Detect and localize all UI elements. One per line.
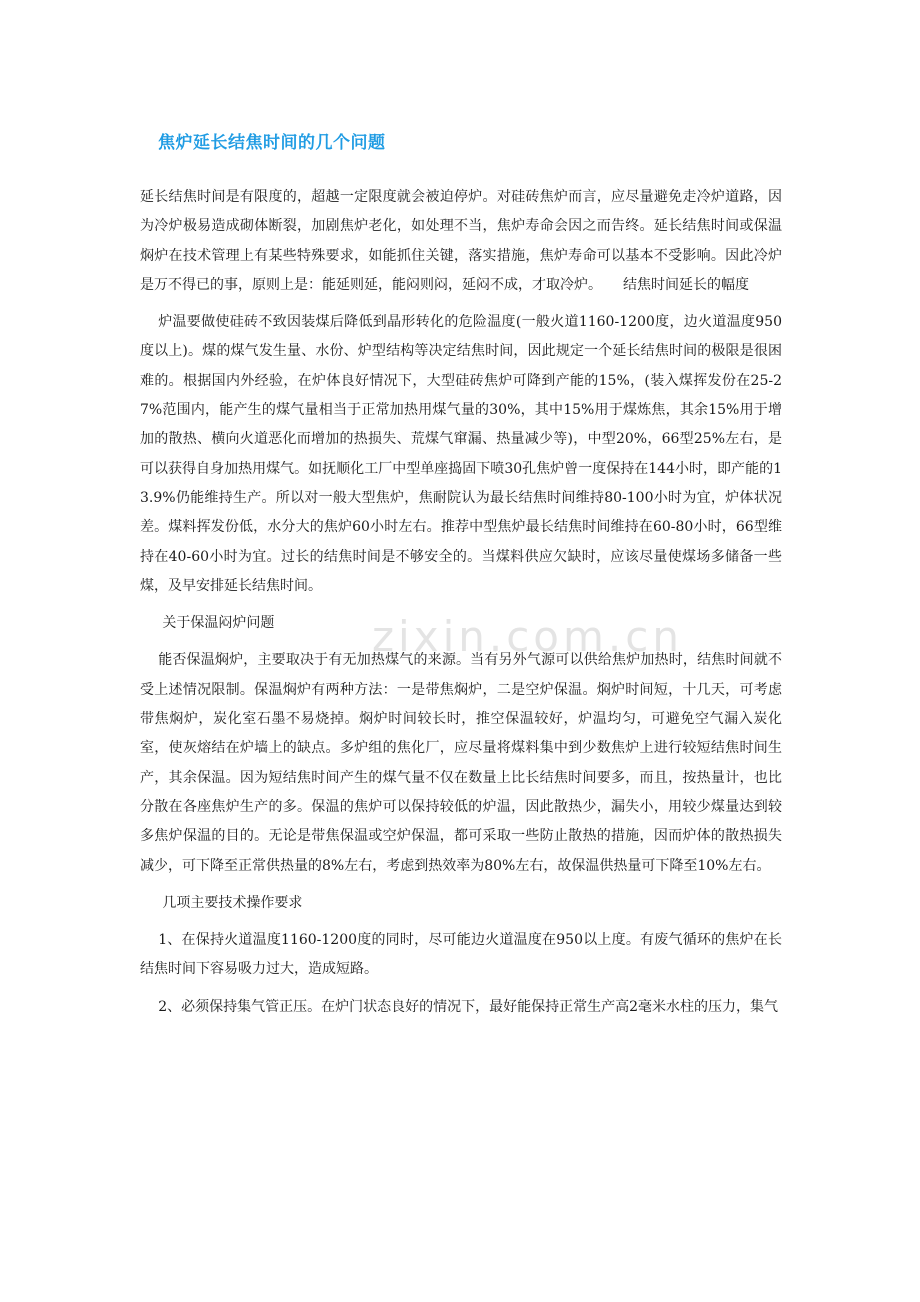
paragraph-insulation: 能否保温焖炉，主要取决于有无加热煤气的来源。当有另外气源可以供给焦炉加热时，结焦时间就不受上述情况限制。保温焖炉有两种方法：一是带焦焖炉，二是空炉保温。焖炉时间短，十几天，可考虑带焦焖炉，炭化室石墨不易烧掉。焖炉时间较长时，推空保温较好，炉温均匀，可避免空气漏入炭化室，使灰熔结在炉墙上的缺点。多炉组的焦化厂，应尽量将煤料集中到少数焦炉上进行较短结焦时间生产，其余保温。因为短结焦时间产生的煤气量不仅在数量上比长结焦时间要多，而且，按热量计，也比分散在各座焦炉生产的多。保温的焦炉可以保持较低的炉温，因此散热少，漏失小，用较少煤量达到较多焦炉保温的目的。无论是带焦保温或空炉保温，都可采取一些防止散热的措施，因而炉体的散热损失减少，可下降至正常供热量的8%左右，考虑到热效率为80%左右，故保温供热量可下降至10%左右。 — [140, 652, 782, 874]
document-title: 焦炉延长结焦时间的几个问题 — [158, 133, 386, 153]
paragraph-furnace-temperature: 炉温要做使硅砖不致因装煤后降低到晶形转化的危险温度(一般火道1160-1200度，边火道温度950度以上)。煤的煤气发生量、水份、炉型结构等决定结焦时间，因此规定一个延长结焦时间的极限是很困难的。根据国内外经验，在炉体良好情况下，大型硅砖焦炉可降到产能的15%，(装入煤挥发份在25-27%范围内，能产生的煤气量相当于正常加热用煤气量的30%，其中15%用于煤炼焦，其余15%用于增加的散热、横向火道恶化而增加的热损失、荒煤气窜漏、热量减少等)，中型20%，66型25%左右，是可以获得自身加热用煤气。如抚顺化工厂中型单座捣固下喷30孔焦炉曾一度保持在144小时，即产能的13.9%仍能维持生产。所以对一般大型焦炉，焦耐院认为最长结焦时间维持80-100小时为宜，炉体状况差。煤料挥发份低，水分大的焦炉60小时左右。推荐中型焦炉最长结焦时间维持在60-80小时，66型维持在40-60小时为宜。过长的结焦时间是不够安全的。当煤料供应欠缺时，应该尽量使煤场多储备一些煤，及早安排延长结焦时间。 — [140, 314, 782, 594]
document-body — [140, 183, 782, 1030]
section-heading-insulation: 关于保温闷炉问题 — [162, 615, 275, 632]
section-heading-operations: 几项主要技术操作要求 — [162, 894, 303, 911]
site-watermark: zixin.com.cn — [372, 612, 683, 661]
paragraph-intro: 延长结焦时间是有限度的，超越一定限度就会被迫停炉。对硅砖焦炉而言，应尽量避免走冷炉道路，因为冷炉极易造成砌体断裂，加剧焦炉老化，如处理不当，焦炉寿命会因之而告终。延长结焦时间或保温焖炉在技术管理上有某些特殊要求，如能抓住关键，落实措施，焦炉寿命可以基本不受影响。因此冷炉是万不得已的事，原则上是：能延则延，能闷则闷，延闷不成，才取冷炉。 结焦时间延长的幅度 — [140, 189, 782, 293]
list-item-1: 1、在保持火道温度1160-1200度的同时，尽可能边火道温度在950以上度。有废气循环的焦炉在长结焦时间下容易吸力过大，造成短路。 — [140, 932, 782, 978]
list-item-2: 2、必须保持集气管正压。在炉门状态良好的情况下，最好能保持正常生产高2毫米水柱的压力，集气 — [158, 998, 778, 1015]
